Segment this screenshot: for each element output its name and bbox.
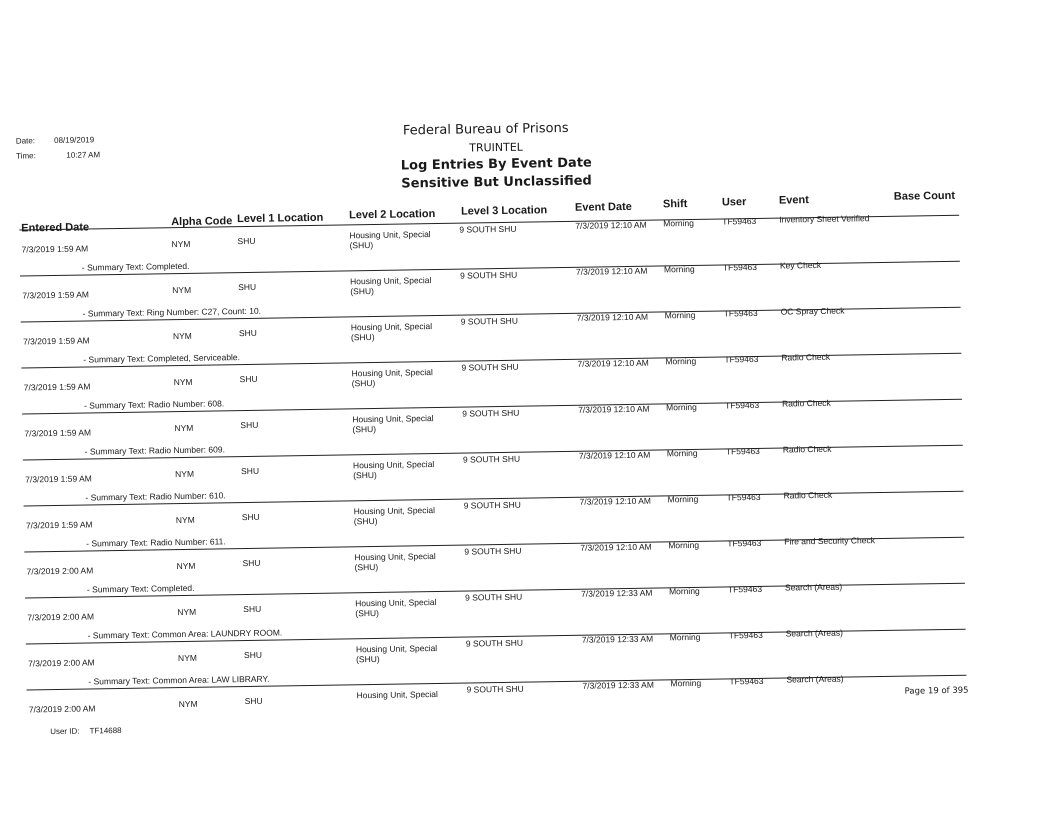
event-date: 7/3/2019 12:33 AM xyxy=(582,679,654,691)
level3-location: 9 SOUTH SHU xyxy=(459,223,517,235)
event-date: 7/3/2019 12:10 AM xyxy=(575,265,648,277)
level3-location: 9 SOUTH SHU xyxy=(466,683,524,695)
level2-location: Housing Unit, Special xyxy=(356,689,438,701)
entered-date: 7/3/2019 1:59 AM xyxy=(22,335,90,347)
event: Radio Check xyxy=(782,443,832,455)
date-label: Date: xyxy=(15,136,36,146)
event-date: 7/3/2019 12:33 AM xyxy=(580,587,653,599)
shift: Morning xyxy=(669,631,701,643)
level3-location: 9 SOUTH SHU xyxy=(464,545,522,557)
col-level1: Level 1 Location xyxy=(237,211,324,226)
alpha-code: NYM xyxy=(175,468,195,480)
agency-name: Federal Bureau of Prisons xyxy=(402,120,569,139)
col-shift: Shift xyxy=(662,198,688,211)
level3-location: 9 SOUTH SHU xyxy=(459,269,518,281)
entered-date: 7/3/2019 1:59 AM xyxy=(22,289,90,301)
level2-location: Housing Unit, Special (SHU) xyxy=(354,551,436,573)
level1-location: SHU xyxy=(237,235,256,247)
level1-location: SHU xyxy=(241,465,260,477)
shift: Morning xyxy=(663,263,695,275)
entered-date: 7/3/2019 1:59 AM xyxy=(25,473,92,485)
report-title: Log Entries By Event Date xyxy=(400,155,592,174)
col-level2: Level 2 Location xyxy=(348,207,436,222)
time-value: 10:27 AM xyxy=(66,150,101,160)
entered-date: 7/3/2019 1:59 AM xyxy=(25,519,93,531)
date-value: 08/19/2019 xyxy=(54,135,95,145)
level1-location: SHU xyxy=(238,327,257,339)
level1-location: SHU xyxy=(238,281,257,293)
level2-location: Housing Unit, Special (SHU) xyxy=(350,275,432,297)
event: Search (Areas) xyxy=(785,627,843,639)
level2-location: Housing Unit, Special (SHU) xyxy=(355,643,438,665)
shift: Morning xyxy=(668,585,700,597)
user: TF59463 xyxy=(723,307,758,319)
alpha-code: NYM xyxy=(177,652,197,664)
shift: Morning xyxy=(666,447,698,459)
event: OC Spray Check xyxy=(780,305,845,317)
level2-location: Housing Unit, Special (SHU) xyxy=(355,597,437,619)
summary-text: - Summary Text: Radio Number: 611. xyxy=(86,536,226,549)
user: TF59463 xyxy=(722,215,757,227)
summary-text: - Summary Text: Radio Number: 609. xyxy=(84,444,225,457)
level2-location: Housing Unit, Special (SHU) xyxy=(350,321,433,343)
level1-location: SHU xyxy=(241,511,260,523)
shift: Morning xyxy=(666,401,697,413)
user: TF59463 xyxy=(727,583,763,595)
user: TF59463 xyxy=(725,399,760,411)
level1-location: SHU xyxy=(243,649,263,661)
event-date: 7/3/2019 12:10 AM xyxy=(580,541,652,553)
level1-location: SHU xyxy=(243,603,262,615)
user: TF59463 xyxy=(726,491,761,503)
col-level3: Level 3 Location xyxy=(460,204,548,218)
shift: Morning xyxy=(665,355,697,367)
user: TF59463 xyxy=(728,629,763,641)
event-date: 7/3/2019 12:10 AM xyxy=(575,219,647,231)
level3-location: 9 SOUTH SHU xyxy=(465,637,524,649)
level2-location: Housing Unit, Special (SHU) xyxy=(352,459,435,481)
shift: Morning xyxy=(667,493,699,505)
shift: Morning xyxy=(670,677,702,689)
level3-location: 9 SOUTH SHU xyxy=(462,453,521,465)
user-id-value: TF14688 xyxy=(89,725,122,736)
col-entered-date: Entered Date xyxy=(21,221,90,235)
alpha-code: NYM xyxy=(171,238,191,250)
level3-location: 9 SOUTH SHU xyxy=(465,591,523,603)
system-name: TRUINTEL xyxy=(469,140,523,155)
event: Key Check xyxy=(779,259,822,271)
event: Radio Check xyxy=(781,351,831,363)
entered-date: 7/3/2019 2:00 AM xyxy=(28,703,96,715)
alpha-code: NYM xyxy=(172,330,192,342)
event: Search (Areas) xyxy=(786,673,844,685)
col-user: User xyxy=(721,196,747,209)
col-alpha-code: Alpha Code xyxy=(171,215,233,229)
user: TF59463 xyxy=(729,675,764,687)
shift: Morning xyxy=(664,309,696,321)
event-date: 7/3/2019 12:10 AM xyxy=(578,403,650,415)
entered-date: 7/3/2019 2:00 AM xyxy=(26,565,94,577)
entered-date: 7/3/2019 2:00 AM xyxy=(27,611,95,623)
event-date: 7/3/2019 12:10 AM xyxy=(577,357,649,369)
user: TF59463 xyxy=(725,445,760,457)
level3-location: 9 SOUTH SHU xyxy=(461,361,519,373)
shift: Morning xyxy=(663,217,695,229)
event: Search (Areas) xyxy=(784,581,843,593)
summary-text: - Summary Text: Ring Number: C27, Count: 10. xyxy=(82,305,262,319)
col-event-date: Event Date xyxy=(574,200,632,214)
user: TF59463 xyxy=(727,537,762,549)
level1-location: SHU xyxy=(242,557,261,569)
alpha-code: NYM xyxy=(178,698,198,710)
alpha-code: NYM xyxy=(173,376,193,388)
user: TF59463 xyxy=(722,261,758,273)
level3-location: 9 SOUTH SHU xyxy=(463,499,521,511)
entered-date: 7/3/2019 1:59 AM xyxy=(23,381,91,393)
level1-location: SHU xyxy=(240,419,259,431)
user: TF59463 xyxy=(724,353,759,365)
summary-text: - Summary Text: Completed, Serviceable. xyxy=(83,352,241,365)
level2-location: Housing Unit, Special (SHU) xyxy=(352,413,434,435)
event: Fire and Security Check xyxy=(784,535,876,547)
event-date: 7/3/2019 12:10 AM xyxy=(579,495,652,507)
event: Radio Check xyxy=(782,397,831,409)
level2-location: Housing Unit, Special (SHU) xyxy=(349,229,431,251)
summary-text: - Summary Text: Radio Number: 608. xyxy=(83,398,225,411)
summary-text: - Summary Text: Completed. xyxy=(81,260,190,273)
event: Inventory Sheet Verified xyxy=(779,213,870,225)
col-base-count: Base Count xyxy=(893,189,956,203)
level1-location: SHU xyxy=(239,373,258,385)
event-date: 7/3/2019 12:10 AM xyxy=(576,311,649,323)
alpha-code: NYM xyxy=(177,606,197,618)
level2-location: Housing Unit, Special (SHU) xyxy=(353,505,436,527)
footer-user-id xyxy=(50,726,122,736)
summary-text: - Summary Text: Completed. xyxy=(86,582,195,595)
summary-text: - Summary Text: Common Area: LAW LIBRARY. xyxy=(88,673,270,687)
col-event: Event xyxy=(778,194,809,207)
event-date: 7/3/2019 12:10 AM xyxy=(578,449,651,461)
page-number: Page 19 of 395 xyxy=(904,685,969,697)
summary-text: - Summary Text: Common Area: LAUNDRY ROOM. xyxy=(87,627,283,641)
summary-text: - Summary Text: Radio Number: 610. xyxy=(85,490,226,503)
time-label: Time: xyxy=(16,151,36,161)
alpha-code: NYM xyxy=(172,284,192,296)
alpha-code: NYM xyxy=(175,514,195,526)
classification: Sensitive But Unclassified xyxy=(401,173,592,192)
alpha-code: NYM xyxy=(174,422,194,434)
event-date: 7/3/2019 12:33 AM xyxy=(581,633,654,645)
level3-location: 9 SOUTH SHU xyxy=(460,315,518,327)
level2-location: Housing Unit, Special (SHU) xyxy=(351,367,433,389)
level1-location: SHU xyxy=(244,695,263,707)
event: Radio Check xyxy=(783,489,833,501)
shift: Morning xyxy=(668,539,700,551)
entered-date: 7/3/2019 2:00 AM xyxy=(28,657,95,669)
entered-date: 7/3/2019 1:59 AM xyxy=(21,243,89,255)
level3-location: 9 SOUTH SHU xyxy=(462,407,520,419)
entered-date: 7/3/2019 1:59 AM xyxy=(24,427,92,439)
alpha-code: NYM xyxy=(176,560,196,572)
user-id-label: User ID: xyxy=(50,726,80,737)
